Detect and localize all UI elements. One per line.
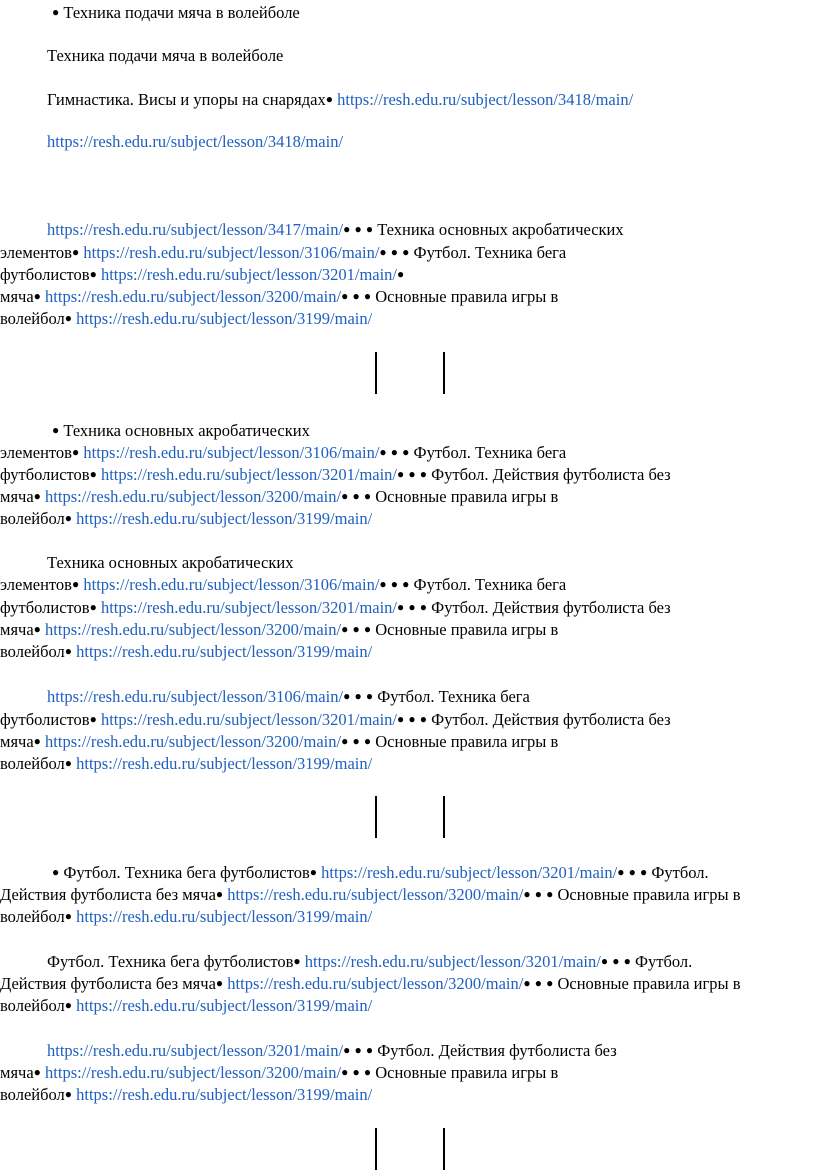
text-line: Гимнастика. Висы и упоры на снарядах● https://resh.edu.ru/subject/lesson/3418/main/ bbox=[47, 90, 634, 109]
lesson-link[interactable]: https://resh.edu.ru/subject/lesson/3201/main/ bbox=[100, 465, 398, 484]
bullet-icon: ● bbox=[64, 909, 73, 923]
bullet-icon: ● bbox=[546, 976, 554, 990]
text-line: футболистов● https://resh.edu.ru/subject/lesson/3201/main/● ● ● Футбол. Действия футболиста без bbox=[0, 710, 671, 729]
lesson-link[interactable]: https://resh.edu.ru/subject/lesson/3199/main/ bbox=[76, 509, 373, 528]
text-line: элементов● https://resh.edu.ru/subject/lesson/3106/main/● ● ● Футбол. Техника бега bbox=[0, 443, 567, 462]
bullet-icon: ● bbox=[379, 245, 387, 259]
bullet-icon: ● bbox=[397, 467, 405, 481]
bullet-icon: ● bbox=[546, 887, 554, 901]
bullet-icon: ● bbox=[343, 222, 351, 236]
lesson-link[interactable]: https://resh.edu.ru/subject/lesson/3199/main/ bbox=[76, 754, 373, 773]
bullet-icon: ● bbox=[397, 267, 405, 281]
bullet-icon: ● bbox=[402, 445, 410, 459]
lesson-link[interactable]: https://resh.edu.ru/subject/lesson/3199/main/ bbox=[76, 309, 373, 328]
bullet-icon: ● bbox=[419, 600, 428, 614]
bullet-icon: ● bbox=[341, 289, 349, 303]
text-line: Техника основных акробатических bbox=[47, 553, 294, 572]
bullet-icon: ● bbox=[352, 622, 360, 636]
bullet-icon: ● bbox=[352, 734, 360, 748]
lesson-link[interactable]: https://resh.edu.ru/subject/lesson/3200/main/ bbox=[45, 1063, 342, 1082]
divider-bar bbox=[443, 1128, 445, 1170]
bullet-icon: ● bbox=[390, 577, 399, 591]
text-line: волейбол● https://resh.edu.ru/subject/lesson/3199/main/ bbox=[0, 642, 373, 661]
lesson-link[interactable]: https://resh.edu.ru/subject/lesson/3106/main/ bbox=[83, 575, 380, 594]
bullet-icon: ● bbox=[52, 5, 60, 19]
bullet-icon: ● bbox=[341, 489, 349, 503]
text-line: ● Футбол. Техника бега футболистов● https://resh.edu.ru/subject/lesson/3201/main/● ● ● Футбол. bbox=[52, 863, 709, 882]
bullet-icon: ● bbox=[379, 577, 387, 591]
bullet-icon: ● bbox=[89, 467, 97, 481]
text-line: волейбол● https://resh.edu.ru/subject/lesson/3199/main/ bbox=[0, 996, 373, 1015]
bullet-icon: ● bbox=[33, 1065, 41, 1079]
lesson-link[interactable]: https://resh.edu.ru/subject/lesson/3106/main/ bbox=[47, 687, 344, 706]
text-line: футболистов● https://resh.edu.ru/subject/lesson/3201/main/● ● ● Футбол. Действия футболиста без bbox=[0, 465, 671, 484]
lesson-link[interactable]: https://resh.edu.ru/subject/lesson/3201/main/ bbox=[47, 1041, 344, 1060]
bullet-icon: ● bbox=[354, 689, 362, 703]
bullet-icon: ● bbox=[617, 865, 625, 879]
text-line: волейбол● https://resh.edu.ru/subject/lesson/3199/main/ bbox=[0, 754, 373, 773]
bullet-icon: ● bbox=[89, 600, 97, 614]
lesson-link[interactable]: https://resh.edu.ru/subject/lesson/3200/main/ bbox=[45, 732, 342, 751]
text-line: футболистов● https://resh.edu.ru/subject/lesson/3201/main/● bbox=[0, 265, 405, 284]
bullet-icon: ● bbox=[419, 467, 428, 481]
bullet-icon: ● bbox=[352, 289, 360, 303]
bullet-icon: ● bbox=[33, 734, 41, 748]
bullet-icon: ● bbox=[363, 622, 372, 636]
bullet-icon: ● bbox=[365, 222, 374, 236]
text-line: ● Техника основных акробатических bbox=[52, 421, 310, 440]
bullet-icon: ● bbox=[341, 1065, 349, 1079]
divider-bar bbox=[375, 352, 377, 394]
bullet-icon: ● bbox=[64, 756, 73, 770]
lesson-link[interactable]: https://resh.edu.ru/subject/lesson/3199/main/ bbox=[76, 642, 373, 661]
text-line: волейбол● https://resh.edu.ru/subject/lesson/3199/main/ bbox=[0, 1085, 373, 1104]
lesson-link[interactable]: https://resh.edu.ru/subject/lesson/3200/main/ bbox=[227, 974, 524, 993]
divider-bar bbox=[443, 796, 445, 838]
bullet-icon: ● bbox=[215, 976, 224, 990]
lesson-link[interactable]: https://resh.edu.ru/subject/lesson/3418/main/ bbox=[337, 90, 634, 109]
text-line: Техника подачи мяча в волейболе bbox=[47, 46, 284, 65]
bullet-icon: ● bbox=[402, 577, 410, 591]
bullet-icon: ● bbox=[309, 865, 318, 879]
text-line: мяча● https://resh.edu.ru/subject/lesson/3200/main/● ● ● Основные правила игры в bbox=[0, 732, 559, 751]
bullet-icon: ● bbox=[402, 245, 410, 259]
bullet-icon: ● bbox=[343, 1043, 351, 1057]
bullet-icon: ● bbox=[215, 887, 224, 901]
text-line: https://resh.edu.ru/subject/lesson/3201/main/● ● ● Футбол. Действия футболиста без bbox=[47, 1041, 617, 1060]
text-line: https://resh.edu.ru/subject/lesson/3417/main/● ● ● Техника основных акробатических bbox=[47, 220, 624, 239]
bullet-icon: ● bbox=[365, 689, 374, 703]
text-line: ● Техника подачи мяча в волейболе bbox=[52, 3, 300, 22]
lesson-link[interactable]: https://resh.edu.ru/subject/lesson/3199/main/ bbox=[76, 1085, 373, 1104]
text-line: волейбол● https://resh.edu.ru/subject/lesson/3199/main/ bbox=[0, 509, 373, 528]
bullet-icon: ● bbox=[343, 689, 351, 703]
bullet-icon: ● bbox=[363, 1065, 372, 1079]
text-line: Действия футболиста без мяча● https://resh.edu.ru/subject/lesson/3200/main/● ● ● Основные правила игры в bbox=[0, 885, 741, 904]
bullet-icon: ● bbox=[52, 865, 60, 879]
lesson-link[interactable]: https://resh.edu.ru/subject/lesson/3201/main/ bbox=[100, 710, 398, 729]
bullet-icon: ● bbox=[325, 92, 333, 106]
bullet-icon: ● bbox=[408, 467, 416, 481]
bullet-icon: ● bbox=[64, 644, 73, 658]
bullet-icon: ● bbox=[639, 865, 648, 879]
bullet-icon: ● bbox=[354, 1043, 362, 1057]
lesson-link[interactable]: https://resh.edu.ru/subject/lesson/3201/main/ bbox=[321, 863, 618, 882]
bullet-icon: ● bbox=[523, 887, 531, 901]
bullet-icon: ● bbox=[354, 222, 362, 236]
bullet-icon: ● bbox=[64, 998, 73, 1012]
bullet-icon: ● bbox=[612, 954, 620, 968]
divider-bar bbox=[375, 796, 377, 838]
text-line: мяча● https://resh.edu.ru/subject/lesson/3200/main/● ● ● Основные правила игры в bbox=[0, 620, 559, 639]
bullet-icon: ● bbox=[341, 734, 349, 748]
bullet-icon: ● bbox=[397, 712, 405, 726]
bullet-icon: ● bbox=[71, 245, 80, 259]
bullet-icon: ● bbox=[390, 245, 399, 259]
lesson-link[interactable]: https://resh.edu.ru/subject/lesson/3201/main/ bbox=[100, 265, 398, 284]
divider-bar bbox=[443, 352, 445, 394]
bullet-icon: ● bbox=[379, 445, 387, 459]
bullet-icon: ● bbox=[71, 577, 80, 591]
bullet-icon: ● bbox=[419, 712, 428, 726]
lesson-link[interactable]: https://resh.edu.ru/subject/lesson/3201/main/ bbox=[304, 952, 601, 971]
bullet-icon: ● bbox=[64, 511, 73, 525]
text-line: элементов● https://resh.edu.ru/subject/lesson/3106/main/● ● ● Футбол. Техника бега bbox=[0, 575, 567, 594]
bullet-icon: ● bbox=[352, 489, 360, 503]
bullet-icon: ● bbox=[397, 600, 405, 614]
bullet-icon: ● bbox=[408, 712, 416, 726]
text-line: футболистов● https://resh.edu.ru/subject/lesson/3201/main/● ● ● Футбол. Действия футболиста без bbox=[0, 598, 671, 617]
bullet-icon: ● bbox=[52, 423, 60, 437]
bullet-icon: ● bbox=[293, 954, 301, 968]
lesson-link[interactable]: https://resh.edu.ru/subject/lesson/3199/main/ bbox=[76, 996, 373, 1015]
lesson-link[interactable]: https://resh.edu.ru/subject/lesson/3200/main/ bbox=[227, 885, 524, 904]
bullet-icon: ● bbox=[341, 622, 349, 636]
bullet-icon: ● bbox=[523, 976, 531, 990]
lesson-link[interactable]: https://resh.edu.ru/subject/lesson/3200/main/ bbox=[45, 287, 342, 306]
bullet-icon: ● bbox=[363, 734, 372, 748]
text-line: Футбол. Техника бега футболистов● https://resh.edu.ru/subject/lesson/3201/main/● ● ● Футбол. bbox=[47, 952, 693, 971]
lesson-link[interactable]: https://resh.edu.ru/subject/lesson/3200/main/ bbox=[45, 487, 342, 506]
bullet-icon: ● bbox=[64, 311, 73, 325]
lesson-link[interactable]: https://resh.edu.ru/subject/lesson/3200/main/ bbox=[45, 620, 342, 639]
bullet-icon: ● bbox=[33, 289, 41, 303]
bullet-icon: ● bbox=[64, 1087, 73, 1101]
bullet-icon: ● bbox=[534, 887, 542, 901]
bullet-icon: ● bbox=[628, 865, 636, 879]
bullet-icon: ● bbox=[89, 267, 97, 281]
text-line: Действия футболиста без мяча● https://resh.edu.ru/subject/lesson/3200/main/● ● ● Основные правила игры в bbox=[0, 974, 741, 993]
text-line: элементов● https://resh.edu.ru/subject/lesson/3106/main/● ● ● Футбол. Техника бега bbox=[0, 243, 567, 262]
lesson-link[interactable]: https://resh.edu.ru/subject/lesson/3418/main/ bbox=[47, 132, 344, 151]
bullet-icon: ● bbox=[33, 489, 41, 503]
bullet-icon: ● bbox=[89, 712, 97, 726]
lesson-link[interactable]: https://resh.edu.ru/subject/lesson/3106/main/ bbox=[83, 443, 380, 462]
bullet-icon: ● bbox=[363, 489, 372, 503]
bullet-icon: ● bbox=[600, 954, 609, 968]
bullet-icon: ● bbox=[623, 954, 631, 968]
text-line: волейбол● https://resh.edu.ru/subject/lesson/3199/main/ bbox=[0, 309, 373, 328]
text-line: мяча● https://resh.edu.ru/subject/lesson/3200/main/● ● ● Основные правила игры в bbox=[0, 287, 559, 306]
bullet-icon: ● bbox=[352, 1065, 360, 1079]
lesson-link[interactable]: https://resh.edu.ru/subject/lesson/3106/main/ bbox=[83, 243, 380, 262]
bullet-icon: ● bbox=[33, 622, 41, 636]
bullet-icon: ● bbox=[365, 1043, 374, 1057]
divider-bar bbox=[375, 1128, 377, 1170]
text-line: мяча● https://resh.edu.ru/subject/lesson/3200/main/● ● ● Основные правила игры в bbox=[0, 1063, 559, 1082]
text-line bbox=[47, 131, 343, 153]
bullet-icon: ● bbox=[363, 289, 372, 303]
text-line: волейбол● https://resh.edu.ru/subject/lesson/3199/main/ bbox=[0, 907, 373, 926]
lesson-link[interactable]: https://resh.edu.ru/subject/lesson/3201/main/ bbox=[100, 598, 398, 617]
text-line: https://resh.edu.ru/subject/lesson/3106/main/● ● ● Футбол. Техника бега bbox=[47, 687, 530, 706]
bullet-icon: ● bbox=[534, 976, 542, 990]
lesson-link[interactable]: https://resh.edu.ru/subject/lesson/3417/main/ bbox=[47, 220, 344, 239]
bullet-icon: ● bbox=[408, 600, 416, 614]
bullet-icon: ● bbox=[71, 445, 80, 459]
text-line: мяча● https://resh.edu.ru/subject/lesson/3200/main/● ● ● Основные правила игры в bbox=[0, 487, 559, 506]
bullet-icon: ● bbox=[390, 445, 399, 459]
lesson-link[interactable]: https://resh.edu.ru/subject/lesson/3199/main/ bbox=[76, 907, 373, 926]
